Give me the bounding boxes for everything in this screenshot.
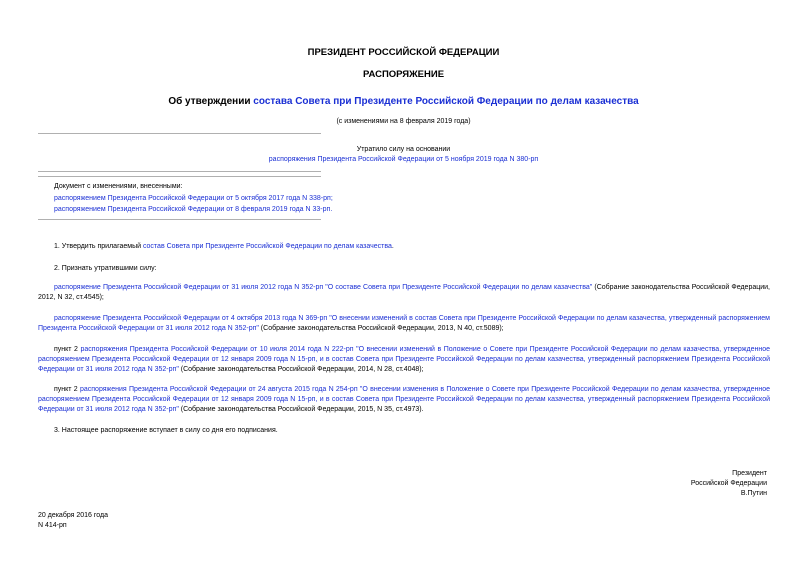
amendment-link-2[interactable]: распоряжением Президента Российской Федерации от 8 февраля 2019 года N 33-рп. [54, 206, 333, 213]
repealed-link-d[interactable]: распоряжения Президента Российской Федерации от 24 августа 2015 года N 254-рп "О внесении изменения в Положение о Совете при Президенте Российской Федерации по делам казачества, утвержденное распоряжением Президента Российской Федерации от 12 января 2009 года N 15-рп, и в состав Совета при Президенте Российской Федерации по делам казачества, утвержденный распоряжением Президента Российской Федерации от 31 июля 2012 года N 352-рп" [38, 386, 770, 413]
amendments-label: Документ с изменениями, внесенными: [54, 183, 183, 190]
paragraph-2: 2. Признать утратившими силу: [54, 265, 157, 272]
repealed-item-b: распоряжение Президента Российской Федерации от 4 октября 2013 года N 369-рп "О внесении изменений в состав Совета при Президенте Российской Федерации по делам казачества, утвержденный распоряжением Президента Российской Федерации от 31 июля 2012 года N 352-рп" (Собрание законодательства Российской Федерации, 2013, N 40, ст.5089); [38, 315, 770, 332]
repealed-item-a: распоряжение Президента Российской Федерации от 31 июля 2012 года N 352-рп "О составе Совета при Президенте Российской Федерации по делам казачества" (Собрание законодательства Российской Федерации, 2012, N 32, ст.4545); [38, 284, 771, 301]
footer-block [38, 511, 108, 531]
signature-line-1: Президент [732, 470, 767, 477]
footer-date: 20 декабря 2016 года [38, 512, 109, 519]
repealed-link-c[interactable]: распоряжения Президента Российской Федерации от 10 июля 2014 года N 222-рп "О внесении изменений в Положение о Совете при Президенте Российской Федерации по делам казачества, утвержденное распоряжением Президента Российской Федерации от 12 января 2009 года N 15-рп, и в состав Совета при Президенте Российской Федерации по делам казачества, утвержденный распоряжением Президента Российской Федерации от 31 июля 2012 года N 352-рп" [38, 346, 770, 373]
repealed-item-d: пункт 2 распоряжения Президента Российской Федерации от 24 августа 2015 года N 254-рп "О внесении изменения в Положение о Совете при Президенте Российской Федерации по делам казачества, утвержденное распоряжением Президента Российской Федерации от 12 января 2009 года N 15-рп, и в состав Совета при Президенте Российской Федерации по делам казачества, утвержденный распоряжением Президента Российской Федерации от 31 июля 2012 года N 352-рп" (Собрание законодательства Российской Федерации, 2015, N 35, ст.4973). [38, 386, 770, 413]
paragraph-3: 3. Настоящее распоряжение вступает в силу со дня его подписания. [54, 427, 278, 434]
signature-line-2: Российской Федерации [690, 480, 767, 487]
invalid-note-text: Утратило силу на основании [356, 146, 451, 153]
divider [38, 219, 321, 220]
divider [38, 171, 321, 172]
signature-block [691, 469, 767, 499]
divider [38, 176, 321, 177]
council-composition-link[interactable]: состав Совета при Президенте Российской Федерации по делам казачества [142, 243, 392, 250]
invalid-note-link[interactable]: распоряжения Президента Российской Федерации от 5 ноября 2019 года N 380-рп [268, 156, 539, 163]
amendment-link-1[interactable]: распоряжением Президента Российской Федерации от 5 октября 2017 года N 338-рп; [54, 195, 333, 202]
repealed-item-c: пункт 2 распоряжения Президента Российской Федерации от 10 июля 2014 года N 222-рп "О внесении изменений в Положение о Совете при Президенте Российской Федерации по делам казачества, утвержденное распоряжением Президента Российской Федерации от 12 января 2009 года N 15-рп, и в состав Совета при Президенте Российской Федерации по делам казачества, утвержденный распоряжением Президента Российской Федерации от 31 июля 2012 года N 352-рп" (Собрание законодательства Российской Федерации, 2014, N 28, ст.4048); [38, 346, 770, 373]
title-prefix: Об утверждении [168, 96, 254, 107]
divider [38, 133, 321, 134]
signature-line-3: В.Путин [740, 490, 767, 497]
issuer-heading: ПРЕЗИДЕНТ РОССИЙСКОЙ ФЕДЕРАЦИИ [307, 47, 500, 58]
amended-note: (с изменениями на 8 февраля 2019 года) [336, 118, 471, 125]
title-link[interactable]: состава Совета при Президенте Российской Федерации по делам казачества [253, 96, 639, 107]
doc-type-heading: РАСПОРЯЖЕНИЕ [362, 69, 445, 80]
repealed-link-a[interactable]: распоряжение Президента Российской Федерации от 31 июля 2012 года N 352-рп "О составе Совета при Президенте Российской Федерации по делам казачества" [54, 284, 593, 291]
footer-number: N 414-рп [38, 522, 67, 529]
paragraph-1: 1. Утвердить прилагаемый состав Совета при Президенте Российской Федерации по делам казачества. [54, 243, 394, 250]
document-title [0, 96, 807, 107]
repealed-link-b[interactable]: распоряжение Президента Российской Федерации от 4 октября 2013 года N 369-рп "О внесении изменений в состав Совета при Президенте Российской Федерации по делам казачества, утвержденный распоряжением Президента Российской Федерации от 31 июля 2012 года N 352-рп" [38, 315, 770, 332]
